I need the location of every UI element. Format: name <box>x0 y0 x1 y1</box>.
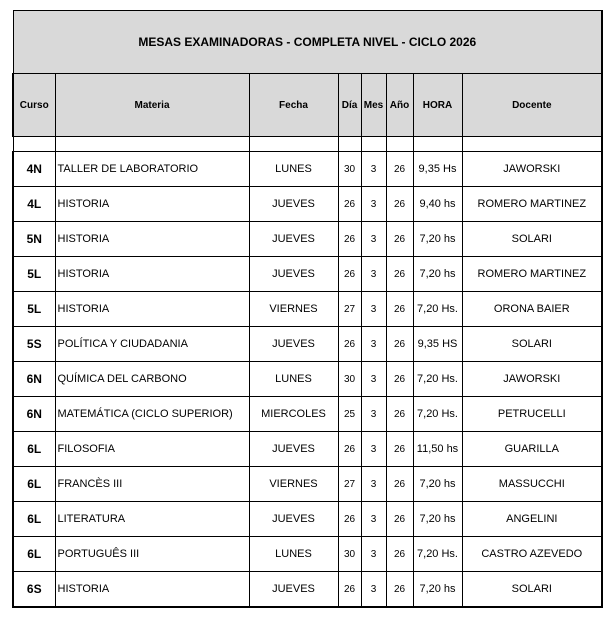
header-mes: Mes <box>361 74 386 137</box>
cell-materia: FRANCÈS III <box>55 467 249 502</box>
cell-docente: ROMERO MARTINEZ <box>462 257 602 292</box>
cell-anio: 26 <box>386 572 413 608</box>
cell-hora: 7,20 hs <box>413 572 462 608</box>
cell-anio: 26 <box>386 257 413 292</box>
cell-hora: 7,20 hs <box>413 467 462 502</box>
cell-hora: 7,20 Hs. <box>413 362 462 397</box>
cell-mes: 3 <box>361 222 386 257</box>
cell-curso: 4N <box>13 152 55 187</box>
spacer-row <box>13 137 602 152</box>
cell-dia: 26 <box>338 432 361 467</box>
cell-anio: 26 <box>386 502 413 537</box>
cell-mes: 3 <box>361 292 386 327</box>
spacer-cell <box>462 137 602 152</box>
cell-docente: SOLARI <box>462 222 602 257</box>
cell-curso: 6N <box>13 397 55 432</box>
cell-hora: 7,20 hs <box>413 502 462 537</box>
cell-curso: 6L <box>13 432 55 467</box>
header-materia: Materia <box>55 74 249 137</box>
cell-materia: HISTORIA <box>55 222 249 257</box>
title-row <box>13 11 602 74</box>
cell-mes: 3 <box>361 432 386 467</box>
cell-dia: 26 <box>338 257 361 292</box>
cell-docente: ANGELINI <box>462 502 602 537</box>
cell-fecha: JUEVES <box>249 502 338 537</box>
table-row <box>13 432 602 467</box>
cell-dia: 25 <box>338 397 361 432</box>
header-curso: Curso <box>13 74 55 137</box>
cell-materia: HISTORIA <box>55 572 249 608</box>
cell-docente: CASTRO AZEVEDO <box>462 537 602 572</box>
cell-dia: 26 <box>338 187 361 222</box>
cell-dia: 27 <box>338 467 361 502</box>
spacer-cell <box>413 137 462 152</box>
header-docente: Docente <box>462 74 602 137</box>
cell-mes: 3 <box>361 327 386 362</box>
cell-anio: 26 <box>386 362 413 397</box>
header-anio: Año <box>386 74 413 137</box>
table-row <box>13 572 602 608</box>
cell-anio: 26 <box>386 222 413 257</box>
cell-mes: 3 <box>361 152 386 187</box>
table-row <box>13 327 602 362</box>
cell-anio: 26 <box>386 187 413 222</box>
cell-fecha: JUEVES <box>249 572 338 608</box>
cell-curso: 4L <box>13 187 55 222</box>
cell-anio: 26 <box>386 152 413 187</box>
cell-hora: 7,20 hs <box>413 222 462 257</box>
spacer-cell <box>249 137 338 152</box>
spacer-cell <box>386 137 413 152</box>
table-row <box>13 187 602 222</box>
cell-hora: 7,20 Hs. <box>413 397 462 432</box>
cell-fecha: MIERCOLES <box>249 397 338 432</box>
cell-fecha: JUEVES <box>249 432 338 467</box>
cell-hora: 7,20 Hs. <box>413 537 462 572</box>
cell-fecha: LUNES <box>249 537 338 572</box>
cell-materia: HISTORIA <box>55 187 249 222</box>
spacer-cell <box>361 137 386 152</box>
header-hora: HORA <box>413 74 462 137</box>
cell-hora: 7,20 Hs. <box>413 292 462 327</box>
cell-hora: 11,50 hs <box>413 432 462 467</box>
cell-hora: 9,40 hs <box>413 187 462 222</box>
cell-materia: POLÍTICA Y CIUDADANIA <box>55 327 249 362</box>
cell-docente: MASSUCCHI <box>462 467 602 502</box>
table-row <box>13 502 602 537</box>
cell-materia: QUÍMICA DEL CARBONO <box>55 362 249 397</box>
header-dia: Día <box>338 74 361 137</box>
cell-docente: SOLARI <box>462 572 602 608</box>
cell-mes: 3 <box>361 502 386 537</box>
cell-fecha: LUNES <box>249 152 338 187</box>
cell-dia: 30 <box>338 362 361 397</box>
cell-dia: 26 <box>338 572 361 608</box>
cell-curso: 6L <box>13 467 55 502</box>
cell-materia: PORTUGUÊS III <box>55 537 249 572</box>
cell-dia: 30 <box>338 152 361 187</box>
header-fecha: Fecha <box>249 74 338 137</box>
cell-mes: 3 <box>361 257 386 292</box>
cell-materia: HISTORIA <box>55 292 249 327</box>
cell-anio: 26 <box>386 432 413 467</box>
cell-dia: 30 <box>338 537 361 572</box>
cell-docente: GUARILLA <box>462 432 602 467</box>
cell-dia: 27 <box>338 292 361 327</box>
spacer-cell <box>338 137 361 152</box>
cell-fecha: JUEVES <box>249 187 338 222</box>
cell-dia: 26 <box>338 502 361 537</box>
table-row <box>13 397 602 432</box>
exam-schedule-table <box>12 10 603 608</box>
cell-fecha: VIERNES <box>249 292 338 327</box>
cell-materia: TALLER DE LABORATORIO <box>55 152 249 187</box>
cell-curso: 5L <box>13 257 55 292</box>
header-row <box>13 74 602 137</box>
cell-mes: 3 <box>361 187 386 222</box>
cell-curso: 6L <box>13 537 55 572</box>
cell-anio: 26 <box>386 292 413 327</box>
table-row <box>13 467 602 502</box>
cell-curso: 5S <box>13 327 55 362</box>
cell-anio: 26 <box>386 327 413 362</box>
table-row <box>13 292 602 327</box>
cell-anio: 26 <box>386 467 413 502</box>
cell-curso: 5L <box>13 292 55 327</box>
cell-fecha: JUEVES <box>249 327 338 362</box>
cell-fecha: VIERNES <box>249 467 338 502</box>
cell-docente: ORONA BAIER <box>462 292 602 327</box>
table-row <box>13 537 602 572</box>
cell-hora: 9,35 Hs <box>413 152 462 187</box>
cell-hora: 7,20 hs <box>413 257 462 292</box>
table-row <box>13 362 602 397</box>
cell-mes: 3 <box>361 467 386 502</box>
table-row <box>13 257 602 292</box>
cell-mes: 3 <box>361 397 386 432</box>
cell-hora: 9,35 HS <box>413 327 462 362</box>
sheet-title: MESAS EXAMINADORAS - COMPLETA NIVEL - CICLO 2026 <box>13 11 602 74</box>
cell-curso: 5N <box>13 222 55 257</box>
cell-dia: 26 <box>338 327 361 362</box>
cell-mes: 3 <box>361 537 386 572</box>
spacer-cell <box>55 137 249 152</box>
spacer-cell <box>13 137 55 152</box>
cell-fecha: JUEVES <box>249 257 338 292</box>
cell-fecha: LUNES <box>249 362 338 397</box>
cell-curso: 6N <box>13 362 55 397</box>
cell-docente: JAWORSKI <box>462 362 602 397</box>
cell-materia: LITERATURA <box>55 502 249 537</box>
cell-materia: HISTORIA <box>55 257 249 292</box>
cell-docente: JAWORSKI <box>462 152 602 187</box>
table-row <box>13 222 602 257</box>
cell-docente: ROMERO MARTINEZ <box>462 187 602 222</box>
cell-dia: 26 <box>338 222 361 257</box>
cell-fecha: JUEVES <box>249 222 338 257</box>
cell-mes: 3 <box>361 362 386 397</box>
cell-docente: PETRUCELLI <box>462 397 602 432</box>
cell-curso: 6L <box>13 502 55 537</box>
cell-mes: 3 <box>361 572 386 608</box>
cell-anio: 26 <box>386 397 413 432</box>
table-row <box>13 152 602 187</box>
cell-docente: SOLARI <box>462 327 602 362</box>
cell-materia: FILOSOFIA <box>55 432 249 467</box>
cell-curso: 6S <box>13 572 55 608</box>
cell-anio: 26 <box>386 537 413 572</box>
cell-materia: MATEMÁTICA (CICLO SUPERIOR) <box>55 397 249 432</box>
